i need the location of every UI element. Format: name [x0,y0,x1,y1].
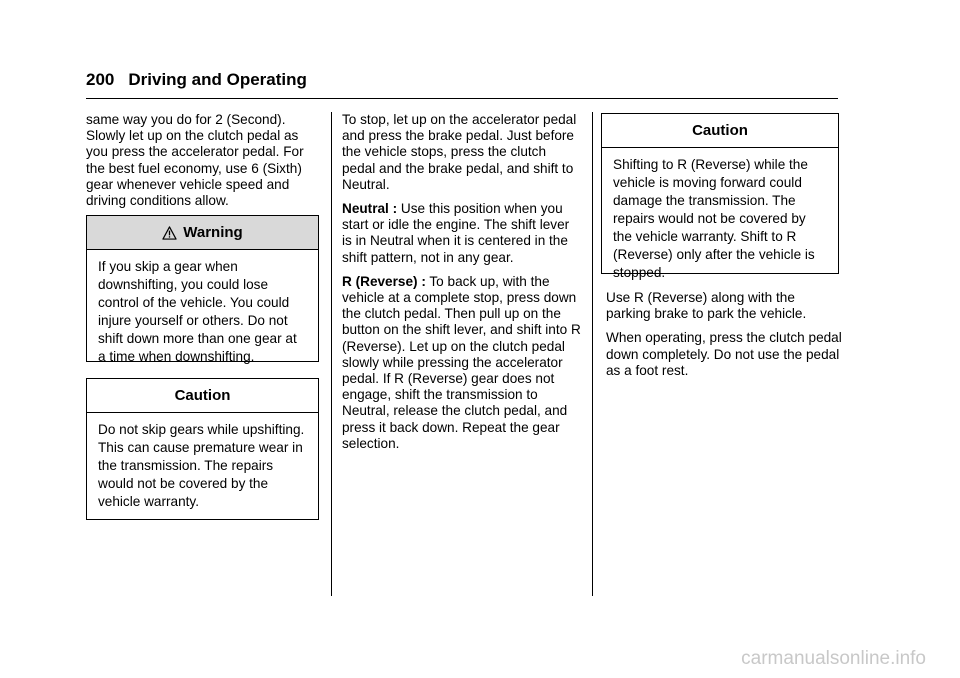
col3-paragraph-2: When operating, press the clutch pedal down completely. Do not use the pedal as a foot rest. [606,330,842,378]
neutral-paragraph [342,201,582,266]
reverse-paragraph [342,274,582,452]
caution-box-1 [86,378,319,520]
caution-2-text: Shifting to R (Reverse) while the vehicle is moving forward could damage the transmission. The repairs would not be covered by the vehicle warranty. Shift to R (Reverse) only after the vehicle is stopped. [613,157,815,280]
caution-1-text: Do not skip gears while upshifting. This can cause premature wear in the transmission. The repairs would not be covered by the vehicle warranty. [98,422,305,509]
page-number: 200 [86,70,115,89]
warning-triangle-icon [162,226,177,240]
reverse-label: R (Reverse) : [342,273,426,289]
caution-2-header [602,114,838,148]
column-1 [86,112,322,217]
section-title: Driving and Operating [128,70,307,89]
column-3 [606,290,842,387]
warning-text: If you skip a gear when downshifting, you could lose control of the vehicle. You could injure yourself or others. Do not shift down more than one gear at a time when downshifting. [98,259,297,364]
reverse-text: To back up, with the vehicle at a complete stop, press down the clutch pedal. Then pull up on the button on the shift lever, and shift into R (Reverse). Let up on the clutch pedal slowly while pressing the accelerator pedal. If R (Reverse) gear does not engage, shift the transmission to Neutral, release the clutch pedal, and press it back down. Repeat the gear selection. [342,273,581,451]
column-divider-1 [331,112,332,596]
warning-header [87,216,318,250]
caution-box-2 [601,113,839,280]
neutral-label: Neutral : [342,201,398,217]
col3-paragraph-1: Use R (Reverse) along with the parking brake to park the vehicle. [606,290,807,322]
caution-1-header [87,379,318,413]
caution-2-title: Caution [692,122,748,139]
neutral-text: Use this position when you start or idle the engine. The shift lever is in Neutral when it is centered in the shift pattern, not in any gear. [342,201,570,265]
column-2 [342,112,582,460]
column-divider-2 [592,112,593,596]
watermark: carmanualsonline.info [741,648,926,669]
header-rule [86,98,838,99]
col1-paragraph: same way you do for 2 (Second). Slowly let up on the clutch pedal as you press the accelerator pedal. For the best fuel economy, use 6 (Sixth) gear whenever vehicle speed and driving conditions allow. [86,112,304,209]
col2-stop-paragraph: To stop, let up on the accelerator pedal and press the brake pedal. Just before the vehicle stops, press the clutch pedal and the brake pedal, and shift to Neutral. [342,112,577,192]
warning-box [86,215,319,362]
caution-1-title: Caution [174,387,231,404]
warning-title: Warning [183,224,243,241]
page-header [86,70,307,90]
